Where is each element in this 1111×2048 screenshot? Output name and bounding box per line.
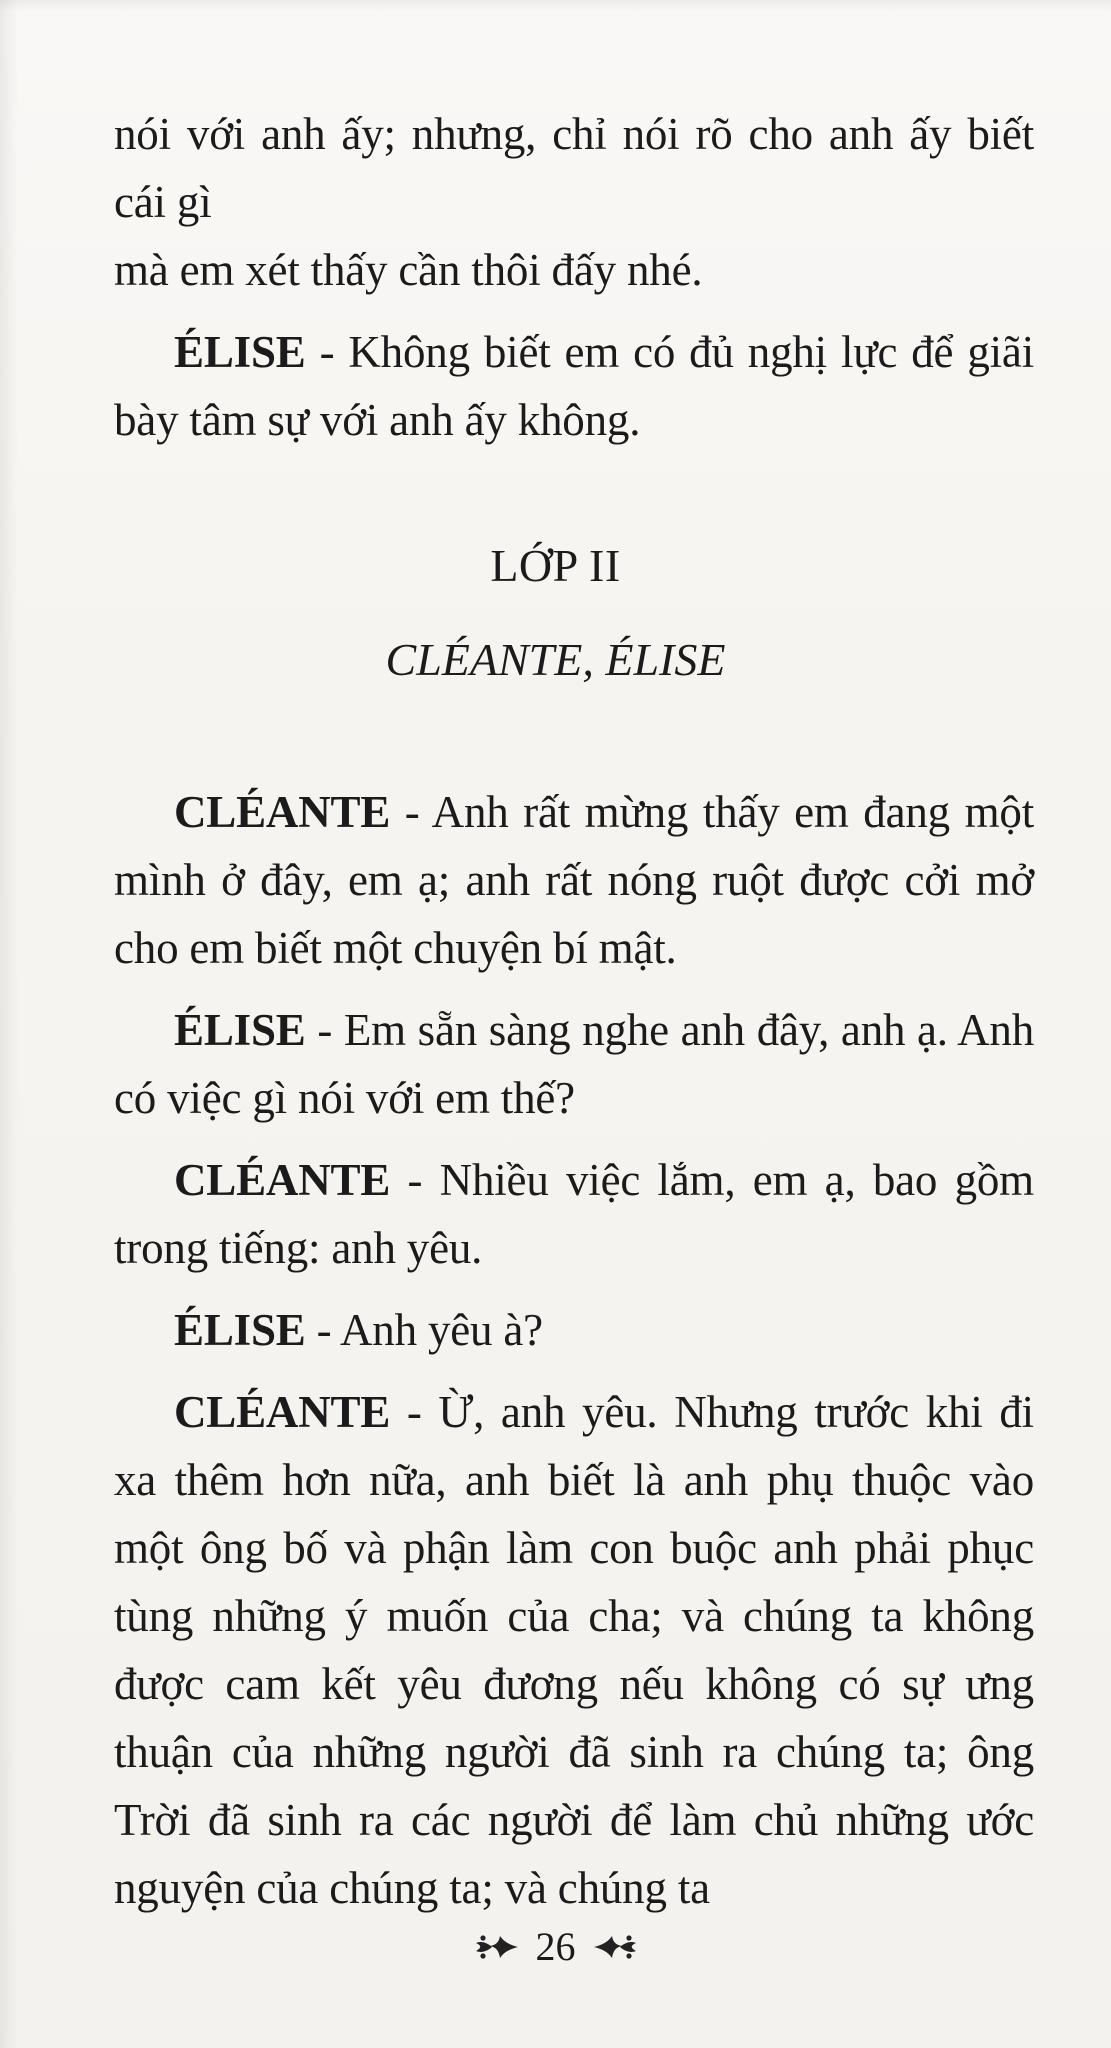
dialogue-paragraph: [114, 778, 1034, 982]
page-left-shadow: [0, 0, 18, 2048]
page-top-shadow: [0, 0, 1111, 12]
continued-paragraph: [114, 100, 1034, 304]
dialogue-text: - Em sẵn sàng nghe anh đây, anh ạ. Anh có việc gì nói với em thế?: [114, 1005, 1034, 1123]
fleuron-left-icon: [474, 1930, 520, 1964]
dialogue-paragraph: [114, 1296, 1034, 1364]
scene-heading: LỚP II: [490, 540, 621, 591]
speaker-name: CLÉANTE: [174, 1155, 391, 1205]
main-dialogue-block: [114, 778, 1034, 1936]
continued-line-1: nói với anh ấy; nhưng, chỉ nói rõ cho anh ấy biết cái gì: [114, 109, 1034, 227]
dialogue-paragraph: [114, 1146, 1034, 1282]
fleuron-right-icon: [592, 1930, 638, 1964]
dialogue-text: - Không biết em có đủ nghị lực để giãi bày tâm sự với anh ấy không.: [114, 327, 1034, 445]
speaker-name: ÉLISE: [174, 1005, 306, 1055]
top-text-block: [114, 100, 1034, 468]
continued-line-2: mà em xét thấy cần thôi đấy nhé.: [114, 245, 703, 295]
speaker-name: ÉLISE: [174, 327, 306, 377]
speaker-name: CLÉANTE: [174, 787, 391, 837]
page-number: 26: [535, 1923, 576, 1969]
dialogue-text: - Ừ, anh yêu. Nhưng trước khi đi xa thêm hơn nữa, anh biết là anh phụ thuộc vào một ông bố và phận làm con buộc anh phải phục tùng những ý muốn của cha; và chúng ta không được cam kết yêu đương nếu không có sự ưng thuận của những người đã sinh ra chúng ta; ông Trời đã sinh ra các người để làm chủ những ước nguyện của chúng ta; và chúng ta: [114, 1387, 1034, 1913]
dialogue-paragraph: [114, 1378, 1034, 1922]
dialogue-text: - Anh rất mừng thấy em đang một mình ở đây, em ạ; anh rất nóng ruột được cởi mở cho em biết một chuyện bí mật.: [114, 787, 1034, 973]
page-footer: [0, 1918, 1111, 1972]
dialogue-text: - Anh yêu à?: [305, 1305, 543, 1355]
dialogue-paragraph: [114, 318, 1034, 454]
dialogue-text: - Nhiều việc lắm, em ạ, bao gồm trong tiếng: anh yêu.: [114, 1155, 1034, 1273]
scene-characters: CLÉANTE, ÉLISE: [385, 634, 726, 685]
speaker-name: CLÉANTE: [174, 1387, 391, 1437]
dialogue-paragraph: [114, 996, 1034, 1132]
speaker-name: ÉLISE: [174, 1305, 306, 1355]
